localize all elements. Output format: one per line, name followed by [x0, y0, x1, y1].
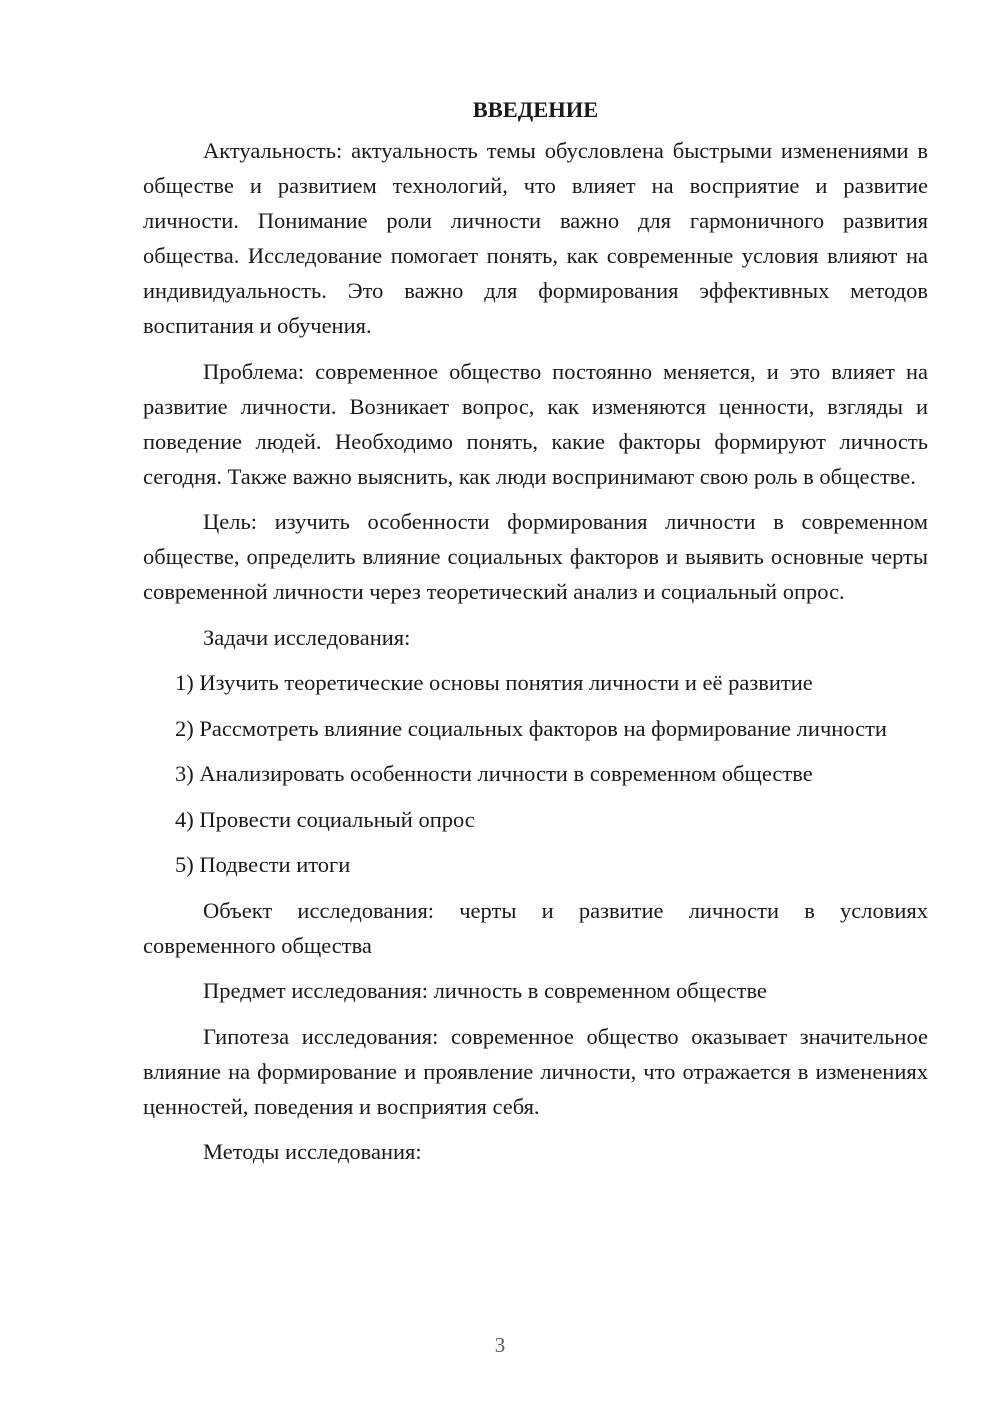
- subject-paragraph: Предмет исследования: личность в современном обществе: [203, 978, 767, 1003]
- object-paragraph: Объект исследования: черты и развитие личности в условиях современного общества: [143, 897, 928, 958]
- tasks-heading: Задачи исследования:: [203, 624, 411, 650]
- relevance-paragraph: Актуальность: актуальность темы обусловлена быстрыми изменениями в обществе и развитием технологий, что влияет на восприятие и развитие личности. Понимание роли личности важно для гармоничного развития общества. Исследование помогает понять, как современные условия влияют на индивидуальность. Это важно для формирования эффективных методов воспитания и обучения.: [143, 138, 928, 338]
- task-item-4: 4) Провести социальный опрос: [175, 806, 475, 832]
- problem-paragraph: Проблема: современное общество постоянно меняется, и это влияет на развитие личности. Возникает вопрос, как изменяются ценности, взгляды и поведение людей. Необходимо понять, какие факторы формируют личность сегодня. Также важно выяснить, как люди воспринимают свою роль в обществе.: [143, 358, 928, 489]
- page-title: ВВЕДЕНИЕ: [472, 97, 599, 122]
- page-number: 3: [494, 1333, 506, 1357]
- hypothesis-paragraph: Гипотеза исследования: современное общество оказывает значительное влияние на формирование и проявление личности, что отражается в изменениях ценностей, поведения и восприятия себя.: [143, 1023, 928, 1119]
- task-item-2: 2) Рассмотреть влияние социальных факторов на формирование личности: [175, 715, 887, 741]
- document-page: [143, 92, 928, 1180]
- methods-heading: Методы исследования:: [203, 1139, 422, 1164]
- task-item-5: 5) Подвести итоги: [175, 852, 351, 877]
- task-item-3: 3) Анализировать особенности личности в современном обществе: [175, 761, 813, 786]
- task-item-1: 1) Изучить теоретические основы понятия личности и её развитие: [175, 670, 813, 695]
- goal-paragraph: Цель: изучить особенности формирования личности в современном обществе, определить влияние социальных факторов и выявить основные черты современной личности через теоретический анализ и социальный опрос.: [143, 509, 928, 604]
